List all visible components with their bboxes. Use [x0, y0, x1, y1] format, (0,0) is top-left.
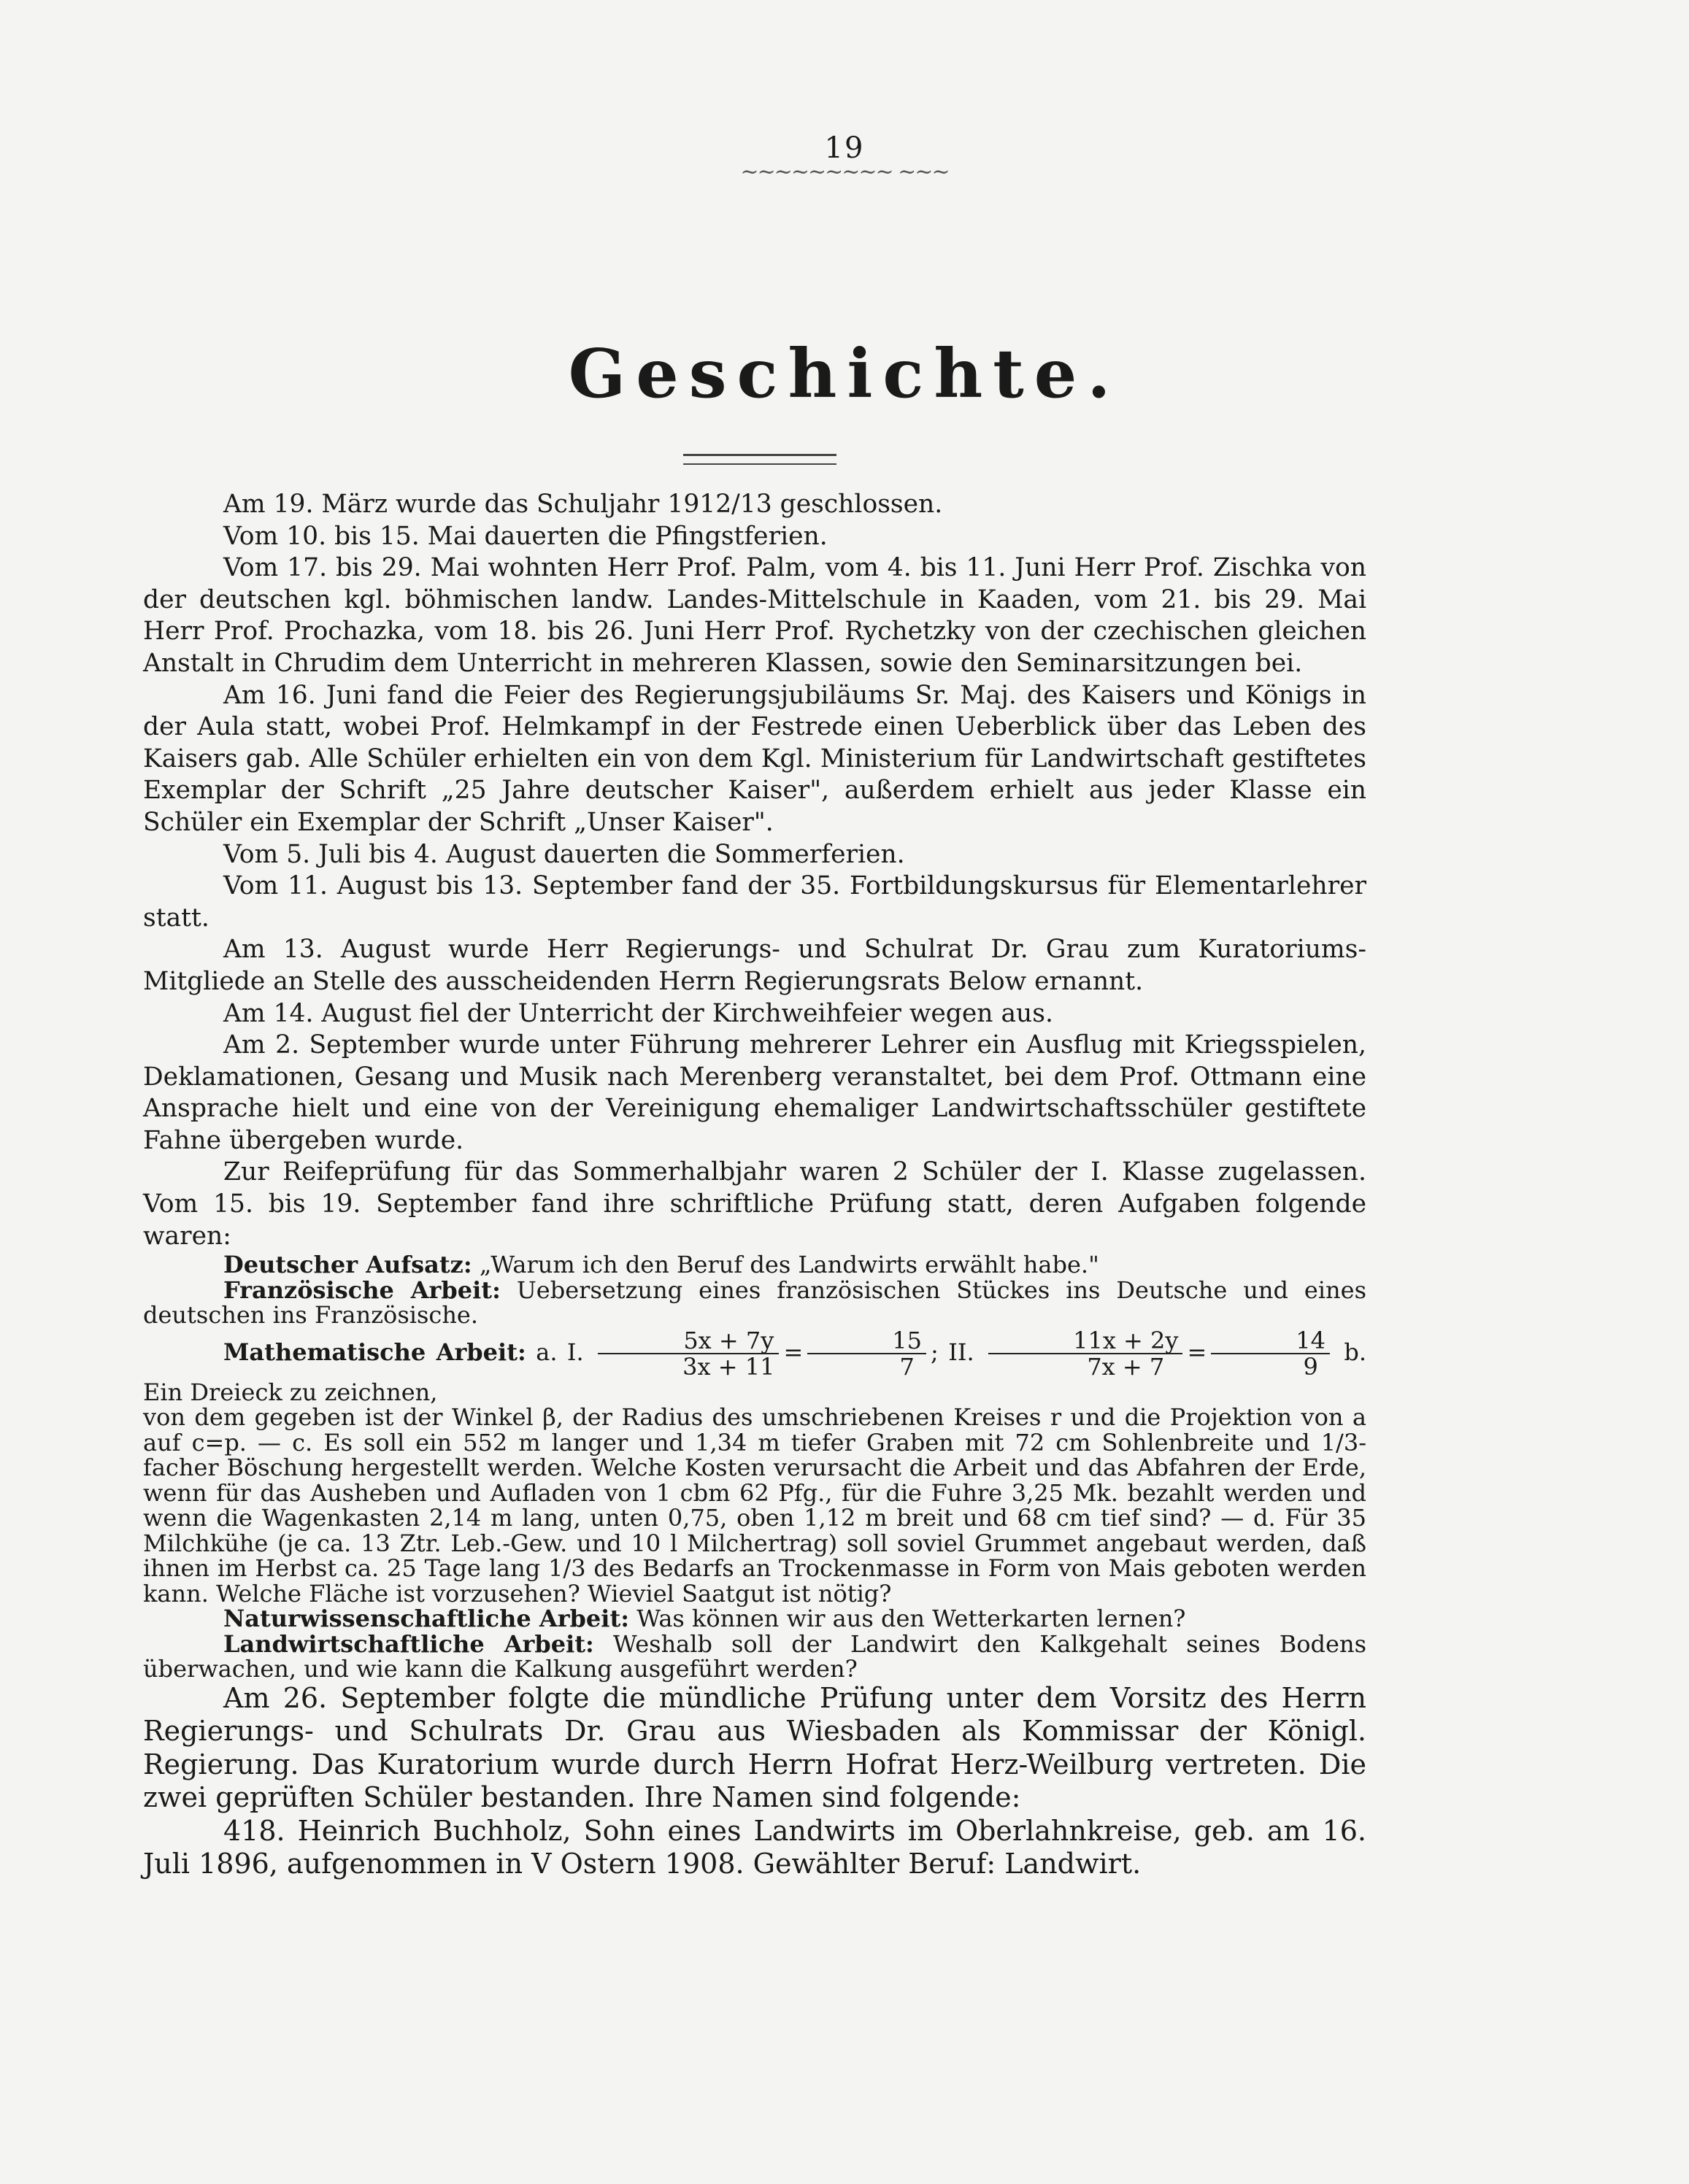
chronicle-text: [143, 489, 1366, 1881]
equals-sign: =: [1187, 1338, 1207, 1366]
paragraph: Vom 10. bis 15. Mai dauerten die Pfingstferien.: [223, 521, 828, 551]
fraction-numerator: 11x + 2y: [988, 1328, 1182, 1355]
fraction-numerator: 5x + 7y: [598, 1328, 779, 1355]
exam-french-text: Uebersetzung eines französischen Stückes ins Deutsche und eines deutschen ins Französische.: [143, 1276, 1367, 1330]
paragraph: Am 19. März wurde das Schuljahr 1912/13 geschlossen.: [223, 490, 943, 519]
fraction-denominator: 9: [1303, 1353, 1318, 1381]
exam-agriculture-label: Landwirtschaftliche Arbeit:: [223, 1629, 594, 1658]
exam-science-text: Was können wir aus den Wetterkarten lernen?: [636, 1605, 1186, 1633]
equals-sign: =: [783, 1338, 804, 1366]
title-double-rule: [683, 454, 836, 465]
math-part-a: a. I.: [536, 1338, 584, 1366]
paragraph: Am 13. August wurde Herr Regierungs- und Schulrat Dr. Grau zum Kuratoriums-Mitgliede an Stelle des ausscheidenden Herrn Regierungsrats Below ernannt.: [143, 935, 1366, 996]
exam-german-label: Deutscher Aufsatz:: [223, 1251, 472, 1279]
paragraph: Am 14. August fiel der Unterricht der Kirchweihfeier wegen aus.: [223, 998, 1053, 1028]
fraction-denominator: 3x + 11: [682, 1353, 775, 1381]
fraction: [807, 1328, 926, 1380]
exam-german-text: „Warum ich den Beruf des Landwirts erwählt habe.": [479, 1251, 1099, 1279]
math-part-b: b. Ein Dreieck zu zeichnen,: [143, 1338, 1367, 1406]
ornament-divider: ~~~~~~~~~ ~~~: [740, 159, 949, 185]
exam-french: [143, 1278, 1366, 1328]
exam-agriculture-text: Weshalb soll der Landwirt den Kalkgehalt seines Bodens überwachen, und wie kann die Kalkung ausgeführt werden?: [143, 1629, 1367, 1683]
exam-german: [143, 1252, 1366, 1278]
paragraph: Am 26. September folgte die mündliche Prüfung unter dem Vorsitz des Herrn Regierungs- und Schulrats Dr. Grau aus Wiesbaden als Kommissar der Königl. Regierung. Das Kuratorium wurde durch Herrn Hofrat Herz-Weilburg vertreten. Die zwei geprüften Schüler bestanden. Ihre Namen sind folgende:: [143, 1681, 1366, 1814]
exam-science: [143, 1606, 1366, 1632]
exam-math-text: von dem gegeben ist der Winkel β, der Radius des umschriebenen Kreises r und die Projektion von a auf c=p. — c. Es soll ein 552 m langer und 1,34 m tiefer Graben mit 72 cm Sohlenbreite und 1/3-facher Böschung hergestellt werden. Welche Kosten verursacht die Arbeit und das Abfahren der Erde, wenn für das Ausheben und Aufladen von 1 cbm 62 Pfg., für die Fuhre 3,25 Mk. bezahlt werden und wenn die Wagenkasten 2,14 m lang, unten 0,75, oben 1,12 m breit und 68 cm tief sind? — d. Für 35 Milchkühe (je ca. 13 Ztr. Leb.-Gew. und 10 l Milchertrag) soll soviel Grummet angebaut werden, daß ihnen im Herbst ca. 25 Tage lang 1/3 des Bedarfs an Trockenmasse in Form von Mais geboten werden kann. Welche Fläche ist vorzusehen? Wieviel Saatgut ist nötig?: [143, 1403, 1366, 1608]
paragraph: Zur Reifeprüfung für das Sommerhalbjahr waren 2 Schüler der I. Klasse zugelassen. Vom 15. bis 19. September fand ihre schriftliche Prüfung statt, deren Aufgaben folgende waren:: [143, 1157, 1366, 1251]
fraction-numerator: 14: [1211, 1328, 1330, 1355]
exam-math-label: Mathematische Arbeit:: [223, 1338, 526, 1366]
paragraph: Vom 17. bis 29. Mai wohnten Herr Prof. Palm, vom 4. bis 11. Juni Herr Prof. Zischka von der deutschen kgl. böhmischen landw. Landes-Mittelschule in Kaaden, vom 21. bis 29. Mai Herr Prof. Prochazka, vom 18. bis 26. Juni Herr Prof. Rychetzky von der czechischen gleichen Anstalt in Chrudim dem Unterricht in mehreren Klassen, sowie den Seminarsitzungen bei.: [143, 553, 1366, 678]
paragraph: Am 16. Juni fand die Feier des Regierungsjubiläums Sr. Maj. des Kaisers und Königs in der Aula statt, wobei Prof. Helmkampf in der Festrede einen Ueberblick über das Leben des Kaisers gab. Alle Schüler erhielten ein von dem Kgl. Ministerium für Landwirtschaft gestiftetes Exemplar der Schrift „25 Jahre deutscher Kaiser", außerdem erhielt aus jeder Klasse ein Schüler ein Exemplar der Schrift „Unser Kaiser".: [143, 680, 1366, 837]
exam-french-label: Französische Arbeit:: [223, 1276, 501, 1304]
fraction-numerator: 15: [807, 1328, 926, 1355]
exam-math: [143, 1328, 1366, 1405]
fraction: [988, 1328, 1182, 1380]
fraction: [1211, 1328, 1330, 1380]
paragraph: Am 2. September wurde unter Führung mehrerer Lehrer ein Ausflug mit Kriegsspielen, Deklamationen, Gesang und Musik nach Merenberg veranstaltet, bei dem Prof. Ottmann eine Ansprache hielt und eine von der Vereinigung ehemaliger Landwirtschaftsschüler gestiftete Fahne übergeben wurde.: [143, 1030, 1366, 1155]
chapter-title: Geschichte.: [568, 334, 1121, 413]
exam-science-label: Naturwissenschaftliche Arbeit:: [223, 1605, 630, 1633]
paragraph: Vom 11. August bis 13. September fand der 35. Fortbildungskursus für Elementarlehrer statt.: [143, 871, 1366, 933]
page-number: 19: [824, 131, 865, 165]
exam-agriculture: [143, 1629, 1367, 1683]
paragraph: 418. Heinrich Buchholz, Sohn eines Landwirts im Oberlahnkreise, geb. am 16. Juli 1896, aufgenommen in V Ostern 1908. Gewählter Beruf: Landwirt.: [143, 1814, 1366, 1880]
math-separator: ; II.: [930, 1338, 974, 1366]
fraction-denominator: 7x + 7: [1087, 1353, 1165, 1381]
fraction: [598, 1328, 779, 1380]
fraction-denominator: 7: [899, 1353, 915, 1381]
paragraph: Vom 5. Juli bis 4. August dauerten die Sommerferien.: [223, 839, 905, 869]
